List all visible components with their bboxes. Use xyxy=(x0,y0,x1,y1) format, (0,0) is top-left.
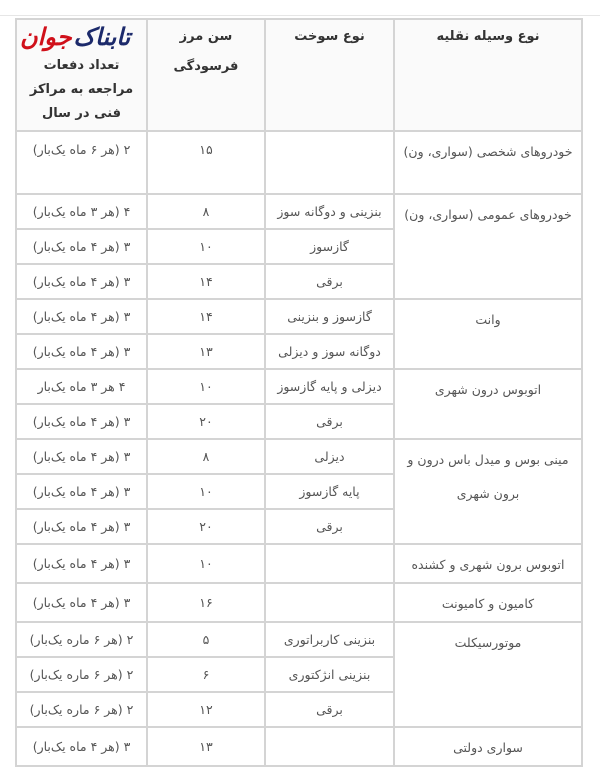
header-inspections-cell xyxy=(16,19,147,131)
table-row xyxy=(16,544,582,583)
cell-inspections: ۲ (هر ۶ ماره یک‌بار) xyxy=(16,692,147,727)
cell-inspections: ۳ (هر ۴ ماه یک‌بار) xyxy=(16,264,147,299)
table-row xyxy=(16,622,582,657)
cell-age-limit: ۱۴ xyxy=(147,264,265,299)
cell-age-limit: ۸ xyxy=(147,439,265,474)
cell-fuel-type: برقی xyxy=(265,404,394,439)
cell-fuel-type xyxy=(265,583,394,622)
cell-fuel-type: بنزینی کاربراتوری xyxy=(265,622,394,657)
header-vehicle-type: نوع وسیله نقلیه xyxy=(394,19,582,131)
cell-fuel-type: بنزینی و دوگانه سوز xyxy=(265,194,394,229)
vehicle-inspection-table xyxy=(15,18,583,767)
cell-inspections: ۳ (هر ۴ ماه یک‌بار) xyxy=(16,583,147,622)
cell-inspections: ۲ (هر ۶ ماره یک‌بار) xyxy=(16,657,147,692)
cell-age-limit: ۱۴ xyxy=(147,299,265,334)
cell-vehicle-type: موتورسیکلت xyxy=(394,622,582,727)
cell-age-limit: ۱۵ xyxy=(147,131,265,194)
cell-age-limit: ۱۳ xyxy=(147,334,265,369)
table-row xyxy=(16,727,582,766)
logo-text-javan: جوان xyxy=(20,23,72,51)
table-row xyxy=(16,131,582,194)
cell-fuel-type: دیزلی و پایه گازسوز xyxy=(265,369,394,404)
cell-age-limit: ۱۰ xyxy=(147,544,265,583)
table-row xyxy=(16,194,582,229)
cell-vehicle-type: مینی بوس و میدل باس درون و برون شهری xyxy=(394,439,582,544)
cell-age-limit: ۶ xyxy=(147,657,265,692)
cell-inspections: ۳ (هر ۴ ماه یک‌بار) xyxy=(16,439,147,474)
cell-fuel-type: گازسوز و بنزینی xyxy=(265,299,394,334)
top-divider xyxy=(0,15,600,16)
cell-vehicle-type: خودروهای شخصی (سواری، ون) xyxy=(394,131,582,194)
logo-text-tabnak: تابناک xyxy=(73,23,131,51)
cell-fuel-type: برقی xyxy=(265,692,394,727)
cell-vehicle-type: کامیون و کامیونت xyxy=(394,583,582,622)
cell-fuel-type: بنزینی انژکتوری xyxy=(265,657,394,692)
table-row xyxy=(16,369,582,404)
cell-vehicle-type: اتوبوس برون شهری و کشنده xyxy=(394,544,582,583)
cell-age-limit: ۱۳ xyxy=(147,727,265,766)
cell-fuel-type: دوگانه سوز و دیزلی xyxy=(265,334,394,369)
cell-inspections: ۳ (هر ۴ ماه یک‌بار) xyxy=(16,727,147,766)
cell-inspections: ۳ (هر ۴ ماه یک‌بار) xyxy=(16,334,147,369)
cell-inspections: ۲ (هر ۶ ماه یک‌بار) xyxy=(16,131,147,194)
cell-age-limit: ۱۰ xyxy=(147,229,265,264)
cell-fuel-type: برقی xyxy=(265,509,394,544)
table-row xyxy=(16,583,582,622)
header-fuel-type: نوع سوخت xyxy=(265,19,394,131)
cell-fuel-type xyxy=(265,727,394,766)
cell-fuel-type: گازسوز xyxy=(265,229,394,264)
cell-inspections: ۲ (هر ۶ ماره یک‌بار) xyxy=(16,622,147,657)
cell-age-limit: ۱۰ xyxy=(147,474,265,509)
cell-inspections: ۳ (هر ۴ ماه یک‌بار) xyxy=(16,509,147,544)
watermark-logo xyxy=(20,20,143,54)
table-row xyxy=(16,439,582,474)
cell-inspections: ۳ (هر ۴ ماه یک‌بار) xyxy=(16,299,147,334)
cell-vehicle-type: خودروهای عمومی (سواری، ون) xyxy=(394,194,582,299)
header-inspections: تعداد دفعات مراجعه به مراکز فنی در سال xyxy=(29,58,134,121)
cell-vehicle-type: وانت xyxy=(394,299,582,369)
cell-inspections: ۴ (هر ۳ ماه یک‌بار) xyxy=(16,194,147,229)
cell-inspections: ۳ (هر ۴ ماه یک‌بار) xyxy=(16,404,147,439)
cell-inspections: ۳ (هر ۴ ماه یک‌بار) xyxy=(16,229,147,264)
cell-inspections: ۳ (هر ۴ ماه یک‌بار) xyxy=(16,474,147,509)
cell-age-limit: ۸ xyxy=(147,194,265,229)
cell-age-limit: ۱۰ xyxy=(147,369,265,404)
cell-fuel-type: پایه گازسوز xyxy=(265,474,394,509)
cell-vehicle-type: سواری دولتی xyxy=(394,727,582,766)
cell-age-limit: ۱۲ xyxy=(147,692,265,727)
cell-inspections: ۳ (هر ۴ ماه یک‌بار) xyxy=(16,544,147,583)
cell-age-limit: ۲۰ xyxy=(147,404,265,439)
cell-fuel-type xyxy=(265,131,394,194)
table-header-row xyxy=(16,19,582,131)
cell-fuel-type: برقی xyxy=(265,264,394,299)
cell-age-limit: ۱۶ xyxy=(147,583,265,622)
table-row xyxy=(16,299,582,334)
cell-fuel-type xyxy=(265,544,394,583)
cell-vehicle-type: اتوبوس درون شهری xyxy=(394,369,582,439)
cell-inspections: ۴ هر ۳ ماه یک‌بار xyxy=(16,369,147,404)
cell-age-limit: ۲۰ xyxy=(147,509,265,544)
header-age-limit: سن مرز فرسودگی xyxy=(147,19,265,131)
cell-age-limit: ۵ xyxy=(147,622,265,657)
cell-fuel-type: دیزلی xyxy=(265,439,394,474)
